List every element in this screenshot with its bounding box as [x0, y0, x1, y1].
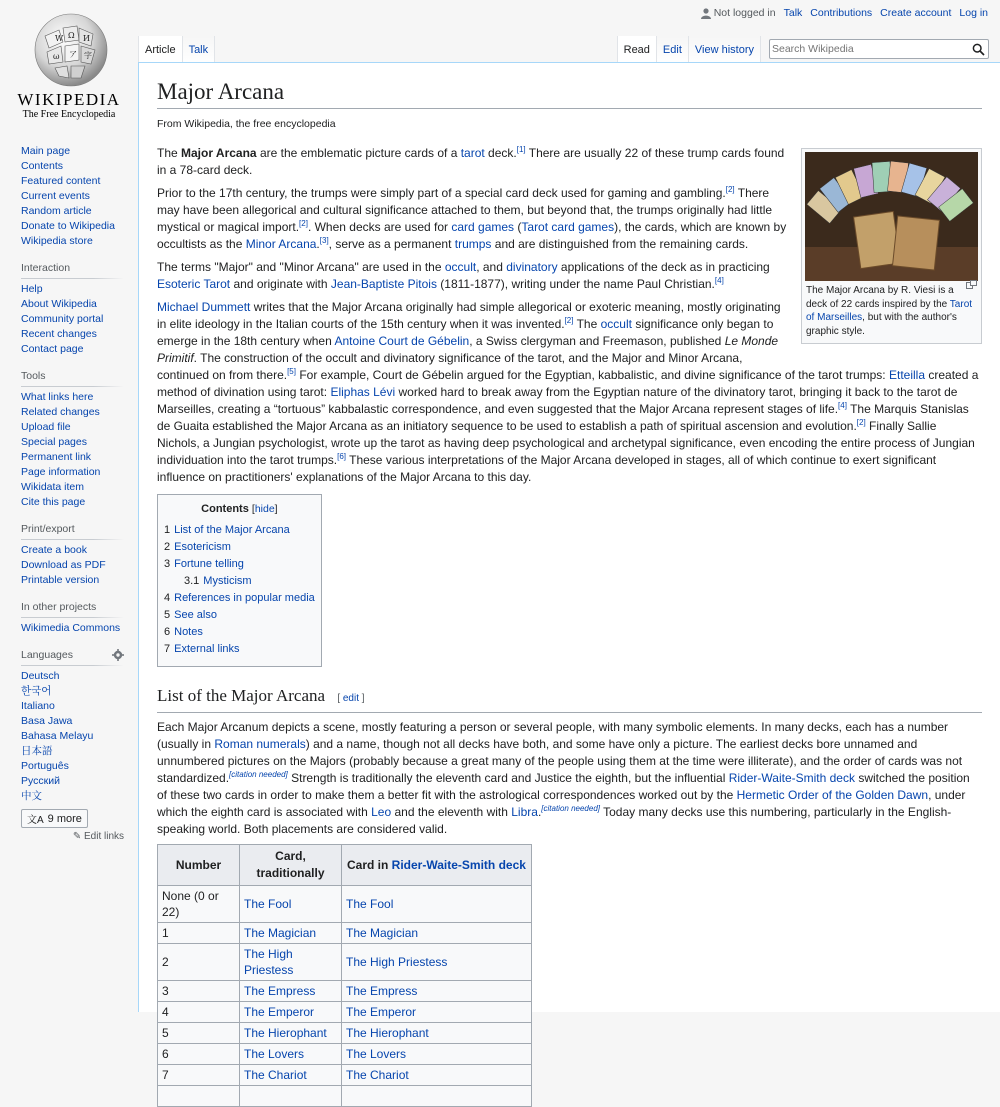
- print-export-heading: Print/export: [0, 522, 138, 537]
- sidebar-item-what-links-here[interactable]: What links here: [21, 391, 94, 403]
- toc-link[interactable]: External links: [174, 643, 240, 655]
- user-icon: [701, 8, 711, 19]
- intro-paragraph-2: Prior to the 17th century, the trumps were simply part of a special card deck used for gaming and gambling.[2] There may have been allegorical and cultural significance attached to them, but beyond that, the trumps originally had little mystical or magical import.[2]. When decks are used for card games (Tarot card games), the cards, which are known by occultists as the Minor Arcana.[3], serve as a permanent trumps and are distinguished from the remaining cards.: [157, 185, 787, 251]
- pitois-link[interactable]: Jean-Baptiste Pitois: [330, 277, 437, 291]
- citation-needed-2[interactable]: [citation needed]: [541, 804, 600, 813]
- table-row: [158, 886, 532, 923]
- card-link[interactable]: The Hierophant: [346, 1026, 429, 1040]
- language-russian[interactable]: Русский: [21, 775, 60, 787]
- languages-heading-label: Languages: [21, 649, 73, 661]
- edit-links-label: Edit links: [83, 831, 124, 842]
- toc-link[interactable]: Mysticism: [203, 575, 252, 587]
- intro-paragraph-3: The terms "Major" and "Minor Arcana" are used in the occult, and divinatory applications of the deck as in practicing Esoteric Tarot and originate with Jean-Baptiste Pitois (1811-1877), writing under the name Paul Christian.[4]: [157, 260, 770, 291]
- languages-heading: [0, 648, 138, 663]
- toc-item[interactable]: 3.1 Mysticism: [184, 575, 252, 587]
- sidebar-item-recent-changes[interactable]: Recent changes: [21, 328, 97, 340]
- svg-text:И: И: [83, 34, 90, 43]
- create-account-link[interactable]: Create account: [880, 7, 952, 19]
- sidebar: [0, 140, 138, 842]
- major-arcana-table: [157, 844, 532, 1107]
- toc-title: [164, 501, 315, 518]
- sidebar-item-featured-content[interactable]: Featured content: [21, 175, 101, 187]
- card-number: 4: [158, 1002, 240, 1023]
- interaction-heading: Interaction: [0, 261, 138, 276]
- site-subtitle: From Wikipedia, the free encyclopedia: [157, 118, 336, 130]
- sidebar-item-download-pdf[interactable]: Download as PDF: [21, 559, 106, 571]
- citation-needed-1[interactable]: [citation needed]: [229, 770, 288, 779]
- trumps-link[interactable]: trumps: [454, 237, 492, 251]
- card-number: 5: [158, 1023, 240, 1044]
- thumbnail: [801, 148, 982, 344]
- sidebar-item-community-portal[interactable]: Community portal: [21, 313, 104, 325]
- toc-item[interactable]: 1 List of the Major Arcana: [164, 524, 290, 536]
- search-box: [769, 39, 989, 59]
- monde-primitif: Le Monde Primitif: [157, 334, 779, 365]
- sidebar-print-export: [0, 543, 138, 588]
- view-tabs: [617, 36, 989, 63]
- card-number: 2: [158, 944, 240, 981]
- roman-numerals-link[interactable]: Roman numerals: [214, 737, 306, 751]
- enlarge-icon[interactable]: [966, 280, 977, 294]
- sidebar-item-donate[interactable]: Donate to Wikipedia: [21, 220, 115, 232]
- language-bahasa-melayu[interactable]: Bahasa Melayu: [21, 730, 94, 742]
- toc-link[interactable]: References in popular media: [174, 592, 315, 604]
- minor-arcana-link[interactable]: Minor Arcana: [245, 237, 317, 251]
- language-japanese[interactable]: 日本語: [21, 745, 53, 757]
- column-header-traditional: Card, traditionally: [240, 845, 342, 886]
- card-link[interactable]: The High Priestess: [346, 955, 448, 969]
- sidebar-item-wikimedia-commons[interactable]: Wikimedia Commons: [21, 622, 121, 634]
- toc-item[interactable]: 5 See also: [164, 609, 217, 621]
- sidebar-item-contact-page[interactable]: Contact page: [21, 343, 84, 355]
- toc-list: [164, 522, 315, 658]
- leo-link[interactable]: Leo: [371, 805, 392, 819]
- dummett-link[interactable]: Michael Dummett: [157, 300, 251, 314]
- section-edit-link[interactable]: edit: [342, 693, 359, 704]
- search-input[interactable]: [772, 40, 962, 58]
- card-link[interactable]: The Emperor: [244, 1005, 315, 1019]
- major-arcana-image[interactable]: [805, 152, 978, 281]
- sidebar-item-contents[interactable]: Contents: [21, 160, 64, 172]
- card-link[interactable]: The Fool: [244, 897, 292, 911]
- card-link[interactable]: The Lovers: [244, 1047, 305, 1061]
- sidebar-other-projects: [0, 621, 138, 636]
- bold-term: Major Arcana: [181, 146, 257, 160]
- caption-text-2: , but with the author's graphic style.: [806, 312, 957, 337]
- login-link[interactable]: Log in: [959, 7, 988, 19]
- tab-talk[interactable]: Talk: [183, 36, 216, 63]
- svg-text:字: 字: [84, 51, 92, 60]
- edit-links[interactable]: [0, 831, 124, 842]
- sidebar-item-help[interactable]: Help: [21, 283, 43, 295]
- toc-link[interactable]: See also: [174, 609, 217, 621]
- libra-link[interactable]: Libra: [511, 805, 538, 819]
- search-icon[interactable]: [972, 43, 985, 56]
- sidebar-item-upload-file[interactable]: Upload file: [21, 421, 71, 433]
- sidebar-item-create-book[interactable]: Create a book: [21, 544, 87, 556]
- sidebar-item-about[interactable]: About Wikipedia: [21, 298, 97, 310]
- gebelin-link[interactable]: Antoine Court de Gébelin: [334, 334, 470, 348]
- reference-4b[interactable]: [4]: [838, 401, 847, 410]
- svg-text:W: W: [55, 34, 64, 43]
- svg-text:Ω: Ω: [68, 31, 75, 40]
- sidebar-tools: [0, 390, 138, 510]
- table-of-contents: [157, 494, 322, 667]
- reference-5[interactable]: [5]: [287, 367, 296, 376]
- golden-dawn-link[interactable]: Hermetic Order of the Golden Dawn: [736, 788, 929, 802]
- toc-heading: Contents: [201, 503, 249, 515]
- tarot-of-marseilles-link[interactable]: Tarot of Marseilles: [806, 298, 973, 323]
- toc-hide-link[interactable]: hide: [254, 503, 275, 515]
- reference-6[interactable]: [6]: [337, 452, 347, 461]
- reference-1[interactable]: [1]: [516, 145, 526, 154]
- intro-paragraph-4: Michael Dummett writes that the Major Arcana originally had simple allegorical or exoteric meaning, mostly originating in elite ideology in the Italian courts of the 15th century when it was invented.[2] The occult significance only began to emerge in the 18th century when Antoine Court de Gébelin, a Swiss clergyman and Freemason, published Le Monde Primitif. The construction of the occult and divinatory significance of the tarot, and the Major and Minor Arcana, continued on from there.[5] For example, Court de Gébelin argued for the Egyptian, kabbalistic, and divine significance of the tarot trumps: Etteilla created a method of divination using tarot: Eliphas Lévi worked hard to break away from the Egyptian nature of the divinatory tarot, bringing it back to the tarot de Marseilles, creating a “tortuous” kabbalastic correspondence, and even suggested that the Major Arcana represent stages of life.[4] The Marquis Stanislas de Guaita established the Major Arcana as an initiatory sequence to be used to establish a path of spiritual ascension and evolution.[2] Finally Sallie Nichols, a Jungian psychologist, wrote up the tarot as having deep psychological and archetypal significance, even encoding the entire process of Jungian individuation into the tarot trumps.[6] These various interpretations of the Major Arcana developed in stages, all of which continue to exert significant influence on practitioners' explanations of the Major Arcana to this day.: [157, 300, 979, 484]
- not-logged-in: [701, 7, 776, 19]
- reference-4[interactable]: [4]: [714, 276, 724, 285]
- reference-2[interactable]: [2]: [725, 185, 735, 194]
- card-link[interactable]: The Empress: [244, 984, 316, 998]
- language-basa-jawa[interactable]: Basa Jawa: [21, 715, 73, 727]
- sidebar-item-store[interactable]: Wikipedia store: [21, 235, 93, 247]
- sidebar-item-special-pages[interactable]: Special pages: [21, 436, 87, 448]
- svg-text:ア: ア: [69, 50, 77, 59]
- tarot-link[interactable]: tarot: [460, 146, 485, 160]
- wikipedia-wordmark: WIKIPEDIA: [17, 90, 121, 109]
- etteilla-link[interactable]: Etteilla: [888, 368, 926, 382]
- sidebar-item-permanent-link[interactable]: Permanent link: [21, 451, 92, 463]
- toc-item[interactable]: 3 Fortune telling: [164, 558, 244, 570]
- rider-waite-smith-link[interactable]: Rider-Waite-Smith deck: [728, 771, 855, 785]
- sidebar-navigation: [0, 144, 138, 249]
- more-languages-button[interactable]: [21, 809, 88, 828]
- main-content: [138, 62, 1000, 1082]
- rws-header-link[interactable]: Rider-Waite-Smith deck: [391, 857, 526, 872]
- tab-edit[interactable]: Edit: [657, 36, 689, 63]
- divinatory-link[interactable]: divinatory: [506, 260, 558, 274]
- occult-link-2[interactable]: occult: [600, 317, 632, 331]
- language-deutsch[interactable]: Deutsch: [21, 670, 60, 682]
- reference-2c[interactable]: [2]: [564, 316, 574, 325]
- intro-paragraph-1: The Major Arcana are the emblematic picture cards of a tarot deck.[1] There are usually 22 of these trump cards found in a 78-card deck.: [157, 145, 785, 177]
- sidebar-item-current-events[interactable]: Current events: [21, 190, 90, 202]
- card-number: None (0 or 22): [158, 886, 240, 923]
- not-logged-in-label: Not logged in: [713, 7, 776, 19]
- section-heading-list: [157, 683, 982, 713]
- column-header-number: Number: [158, 845, 240, 886]
- card-link[interactable]: The Lovers: [346, 1047, 407, 1061]
- toc-link[interactable]: Notes: [174, 626, 203, 638]
- section-paragraph: Each Major Arcanum depicts a scene, mostly featuring a person or several people, with many symbolic elements. In many decks, each has a number (usually in Roman numerals) and a name, though not all decks have both, and some have only a picture. The earliest decks bore unnamed and unnumbered pictures on the Majors (probably because a great many of the people using them at the time were illiterate), and the order of cards was not standardized.[citation needed] Strength is traditionally the eleventh card and Justice the eighth, but the influential Rider-Waite-Smith deck switched the position of these two cards in order to make them a better fit with the astrological correspondences worked out by the Hermetic Order of the Golden Dawn, under which the eighth card is associated with Leo and the eleventh with Libra.[citation needed] Today many decks use this numbering, particularly in the English-speaking world. Both placements are considered valid.: [157, 720, 970, 836]
- tarot-card-games-link[interactable]: Tarot card games: [521, 220, 615, 234]
- personal-tools: [701, 7, 988, 19]
- language-portugues[interactable]: Português: [21, 760, 69, 772]
- sidebar-item-page-information[interactable]: Page information: [21, 466, 101, 478]
- sidebar-item-printable-version[interactable]: Printable version: [21, 574, 100, 586]
- table-row: [158, 1002, 532, 1023]
- tab-article[interactable]: Article: [138, 36, 183, 63]
- card-number: 1: [158, 923, 240, 944]
- occult-link[interactable]: occult: [444, 260, 477, 274]
- wikipedia-globe-icon: [33, 12, 109, 88]
- card-link[interactable]: The Empress: [346, 984, 418, 998]
- card-link[interactable]: The Emperor: [346, 1005, 417, 1019]
- table-row: [158, 1044, 532, 1065]
- toc-item[interactable]: 2 Esotericism: [164, 541, 231, 553]
- esoteric-tarot-link[interactable]: Esoteric Tarot: [157, 277, 231, 291]
- personal-talk-link[interactable]: Talk: [783, 7, 803, 19]
- card-number: 7: [158, 1065, 240, 1086]
- card-link[interactable]: The Chariot: [346, 1068, 409, 1082]
- language-italiano[interactable]: Italiano: [21, 700, 55, 712]
- sidebar-interaction: [0, 282, 138, 357]
- eliphas-levi-link[interactable]: Eliphas Lévi: [330, 385, 396, 399]
- toc-link[interactable]: Fortune telling: [174, 558, 244, 570]
- table-row: [158, 923, 532, 944]
- toc-item[interactable]: 6 Notes: [164, 626, 203, 638]
- gear-icon[interactable]: [112, 649, 124, 661]
- other-projects-heading: In other projects: [0, 600, 138, 615]
- caption-text-1: The Major Arcana by R. Viesi is a deck of 22 cards inspired by the: [806, 285, 954, 310]
- sidebar-item-wikidata-item[interactable]: Wikidata item: [21, 481, 85, 493]
- card-number: 6: [158, 1044, 240, 1065]
- pencil-icon: ✎: [72, 831, 82, 842]
- more-languages-label: 9 more: [47, 812, 82, 825]
- wikipedia-logo[interactable]: [0, 0, 138, 130]
- card-number: [158, 1086, 240, 1107]
- namespace-tabs: [138, 36, 215, 63]
- tab-read[interactable]: Read: [617, 36, 657, 63]
- sidebar-item-main-page[interactable]: Main page: [21, 145, 71, 157]
- sidebar-item-related-changes[interactable]: Related changes: [21, 406, 100, 418]
- translate-icon: 文A: [27, 815, 44, 826]
- toc-item[interactable]: 4 References in popular media: [164, 592, 315, 604]
- wikipedia-tagline: The Free Encyclopedia: [22, 109, 116, 120]
- section-edit: [ edit ]: [337, 693, 365, 704]
- svg-text:ω: ω: [53, 52, 60, 61]
- tab-view-history[interactable]: View history: [689, 36, 761, 63]
- reference-3[interactable]: [3]: [319, 236, 329, 245]
- card-link[interactable]: The Magician: [244, 926, 317, 940]
- card-link[interactable]: The High Priestess: [244, 947, 294, 977]
- card-link[interactable]: The Fool: [346, 897, 394, 911]
- thumbnail-caption: [805, 281, 978, 340]
- reference-2d[interactable]: [2]: [856, 418, 866, 427]
- table-row: [158, 1065, 532, 1086]
- sidebar-languages: [0, 669, 138, 804]
- card-link[interactable]: The Hierophant: [244, 1026, 327, 1040]
- column-header-rws: Card in Rider-Waite-Smith deck: [342, 845, 532, 886]
- card-games-link[interactable]: card games: [451, 220, 515, 234]
- language-chinese[interactable]: 中文: [21, 790, 42, 802]
- toc-link[interactable]: Esotericism: [174, 541, 231, 553]
- reference-2b[interactable]: [2]: [299, 219, 308, 228]
- table-row: [158, 1086, 532, 1107]
- contributions-link[interactable]: Contributions: [810, 7, 873, 19]
- sidebar-item-random-article[interactable]: Random article: [21, 205, 92, 217]
- toc-item[interactable]: 7 External links: [164, 643, 240, 655]
- card-link[interactable]: The Magician: [346, 926, 419, 940]
- toc-link[interactable]: List of the Major Arcana: [174, 524, 290, 536]
- language-korean[interactable]: 한국어: [21, 685, 52, 697]
- card-link[interactable]: The Chariot: [244, 1068, 307, 1082]
- table-row: [158, 944, 532, 981]
- page-title: Major Arcana: [157, 77, 982, 109]
- table-row: [158, 981, 532, 1002]
- card-number: 3: [158, 981, 240, 1002]
- toc-hide: [hide]: [251, 503, 278, 515]
- tools-heading: Tools: [0, 369, 138, 384]
- sidebar-item-cite-this-page[interactable]: Cite this page: [21, 496, 86, 508]
- table-row: [158, 1023, 532, 1044]
- section-title: List of the Major Arcana: [157, 686, 326, 705]
